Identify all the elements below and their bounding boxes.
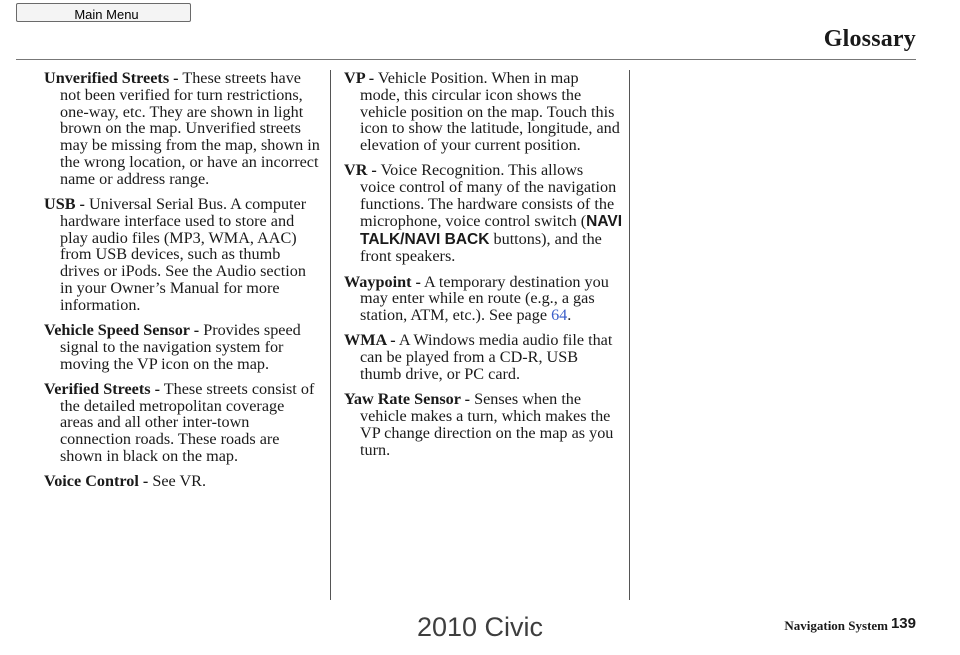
glossary-definition: A Windows media audio file that can be played from a CD-R, USB thumb drive, or PC card. xyxy=(360,331,613,383)
glossary-term: VP - xyxy=(344,69,375,87)
title-rule xyxy=(16,59,916,60)
footer-section-label: Navigation System xyxy=(784,618,888,633)
glossary-definition: A temporary destination you may enter while en route (e.g., a gas station, ATM, etc.). See page xyxy=(360,272,609,325)
glossary-entry-wma xyxy=(344,332,622,382)
glossary-column-right xyxy=(344,70,622,467)
glossary-entry-yaw-rate-sensor xyxy=(344,391,622,458)
glossary-entry-verified-streets xyxy=(44,381,320,465)
glossary-column-left xyxy=(44,70,320,498)
navi-talk-back-button-names: NAVI TALK/NAVI BACK xyxy=(360,212,623,248)
glossary-term: Voice Control - xyxy=(44,472,149,491)
glossary-definition-cont: buttons), and the front speakers. xyxy=(360,229,602,266)
glossary-term: WMA - xyxy=(344,331,396,350)
glossary-definition: Vehicle Position. When in map mode, this circular icon shows the vehicle position on the map. Touch this icon to show the latitude, longitude, and elevation of your current position. xyxy=(360,69,620,155)
glossary-term: Yaw Rate Sensor - xyxy=(344,390,471,409)
glossary-term: VR - xyxy=(344,161,377,180)
glossary-definition: Provides speed signal to the navigation system for moving the VP icon on the map. xyxy=(60,320,301,373)
glossary-definition-cont: . xyxy=(567,306,572,325)
glossary-definition: Voice Recognition. This allows voice control of many of the navigation functions. The hardware consists of the microphone, voice control switch ( xyxy=(360,161,617,230)
glossary-entry-vehicle-speed-sensor xyxy=(44,322,320,372)
glossary-entry-unverified-streets xyxy=(44,70,320,188)
glossary-term: Verified Streets - xyxy=(44,379,160,398)
column-divider-left xyxy=(330,70,331,600)
glossary-entry-vr xyxy=(344,162,622,265)
glossary-definition: See VR. xyxy=(148,472,207,491)
page-64-link[interactable]: 64 xyxy=(551,306,568,325)
glossary-term: Waypoint - xyxy=(344,272,421,291)
glossary-definition: Universal Serial Bus. A computer hardware interface used to store and play audio files (MP3, WMA, AAC) from USB devices, such as thumb drives or iPods. See the Audio section in your Owner’s Manual for more information. xyxy=(60,194,307,314)
glossary-term: USB - xyxy=(44,194,85,213)
watermark-text: 2010 Civic xyxy=(416,612,544,642)
glossary-term: Unverified Streets - xyxy=(44,69,179,87)
glossary-definition: Senses when the vehicle makes a turn, which makes the VP change direction on the map as you turn. xyxy=(360,390,614,459)
column-divider-right xyxy=(629,70,630,600)
glossary-entry-voice-control xyxy=(44,473,320,490)
glossary-entry-usb xyxy=(44,196,320,314)
page-title: Glossary xyxy=(823,26,916,52)
glossary-entry-vp xyxy=(344,70,622,154)
glossary-definition: These streets have not been verified for turn restrictions, one-way, etc. They are shown in light brown on the map. Unverified streets may be missing from the map, shown in the wrong location, or have an incorrect name or address range. xyxy=(60,69,320,188)
glossary-definition: These streets consist of the detailed metropolitan coverage areas and all other inter-town connection roads. These roads are shown in black on the map. xyxy=(60,379,315,465)
main-menu-button[interactable]: Main Menu xyxy=(16,3,191,22)
footer-page-number: 139 xyxy=(890,615,916,632)
glossary-term: Vehicle Speed Sensor - xyxy=(44,320,200,339)
glossary-entry-waypoint xyxy=(344,274,622,324)
